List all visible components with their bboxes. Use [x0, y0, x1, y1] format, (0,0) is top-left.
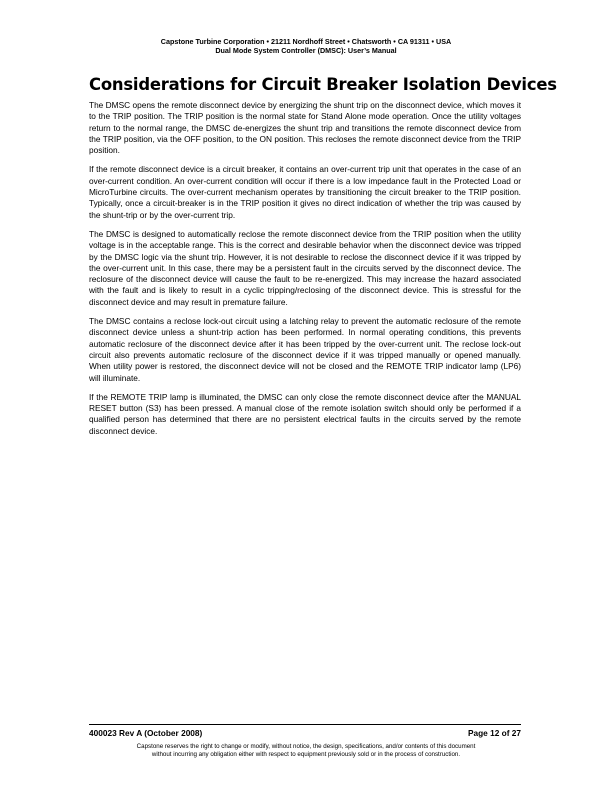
paragraph-over-current: If the remote disconnect device is a circuit breaker, it contains an over-current trip unit that operates in the case of an over-current condition. An over-current condition will occur if there is a low impedance fault in the Protected Load or MicroTurbine circuits. The over-current mechanism operates by transitioning the circuit breaker to the TRIP position. Typically, once a circuit-breaker is in the TRIP position it gives no direct indication of whether the trip was caused by the shunt-trip or by the over-current trip.	[89, 164, 521, 220]
page-header	[0, 37, 612, 55]
footer-disclaimer	[0, 743, 612, 759]
header-document-title: Dual Mode System Controller (DMSC): User’s Manual	[215, 46, 397, 55]
page-number: Page 12 of 27	[467, 728, 521, 738]
paragraph-lock-out-circuit: The DMSC contains a reclose lock-out circuit using a latching relay to prevent the automatic reclosure of the remote disconnect device unless a shunt-trip action has been performed. In normal operating conditions, this prevents automatic reclosure of the disconnect device after it has been tripped by the over-current unit. The reclose lock-out circuit also prevents automatic reclosure of the disconnect device if it was tripped manually or opened manually. When utility power is restored, the disconnect device will not be closed and the REMOTE TRIP indicator lamp (LP6) will illuminate.	[89, 316, 521, 383]
document-revision: 400023 Rev A (October 2008)	[89, 728, 203, 738]
disclaimer-line: Capstone reserves the right to change or modify, without notice, the design, specifications, and/or contents of this document	[136, 743, 476, 750]
header-company-address: Capstone Turbine Corporation • 21211 Nordhoff Street • Chatsworth • CA 91311 • USA	[160, 37, 452, 46]
footer-divider	[89, 724, 521, 725]
paragraph-shunt-trip: The DMSC opens the remote disconnect device by energizing the shunt trip on the disconnect device, which moves it to the TRIP position. The TRIP position is the normal state for Stand Alone mode operation. Once the utility voltages return to the normal range, the DMSC de-energizes the shunt trip and transitions the remote disconnect device from the TRIP position, via the OFF position, to the ON position. This recloses the remote disconnect device from the TRIP position.	[89, 100, 521, 156]
section-title: Considerations for Circuit Breaker Isolation Devices	[89, 75, 557, 94]
paragraph-manual-reset: If the REMOTE TRIP lamp is illuminated, the DMSC can only close the remote disconnect device after the MANUAL RESET button (S3) has been pressed. A manual close of the remote isolation switch should only be performed if a qualified person has determined that there are no persistent electrical faults in the circuits served by the remote disconnect device.	[89, 391, 521, 436]
page-footer	[89, 728, 521, 740]
disclaimer-line: without incurring any obligation either with respect to equipment previously sold or in the process of construction.	[151, 751, 461, 758]
paragraph-automatic-reclose: The DMSC is designed to automatically reclose the remote disconnect device from the TRIP position when the utility voltage is in the acceptable range. This is the correct and desirable behavior when the disconnect device was tripped by the DMSC logic via the shunt trip. However, it is not desirable to reclose the disconnect device if it was tripped by the over-current unit. In this case, there may be a persistent fault in the circuits served by the disconnect device. The reclosure of the disconnect device will cause the fault to be re-energized. This may increase the hazard associated with the fault and is likely to result in a cyclic tripping/reclosing of the disconnect device. This is stressful for the disconnect device and may result in premature failure.	[89, 228, 521, 307]
section-body	[89, 100, 521, 445]
